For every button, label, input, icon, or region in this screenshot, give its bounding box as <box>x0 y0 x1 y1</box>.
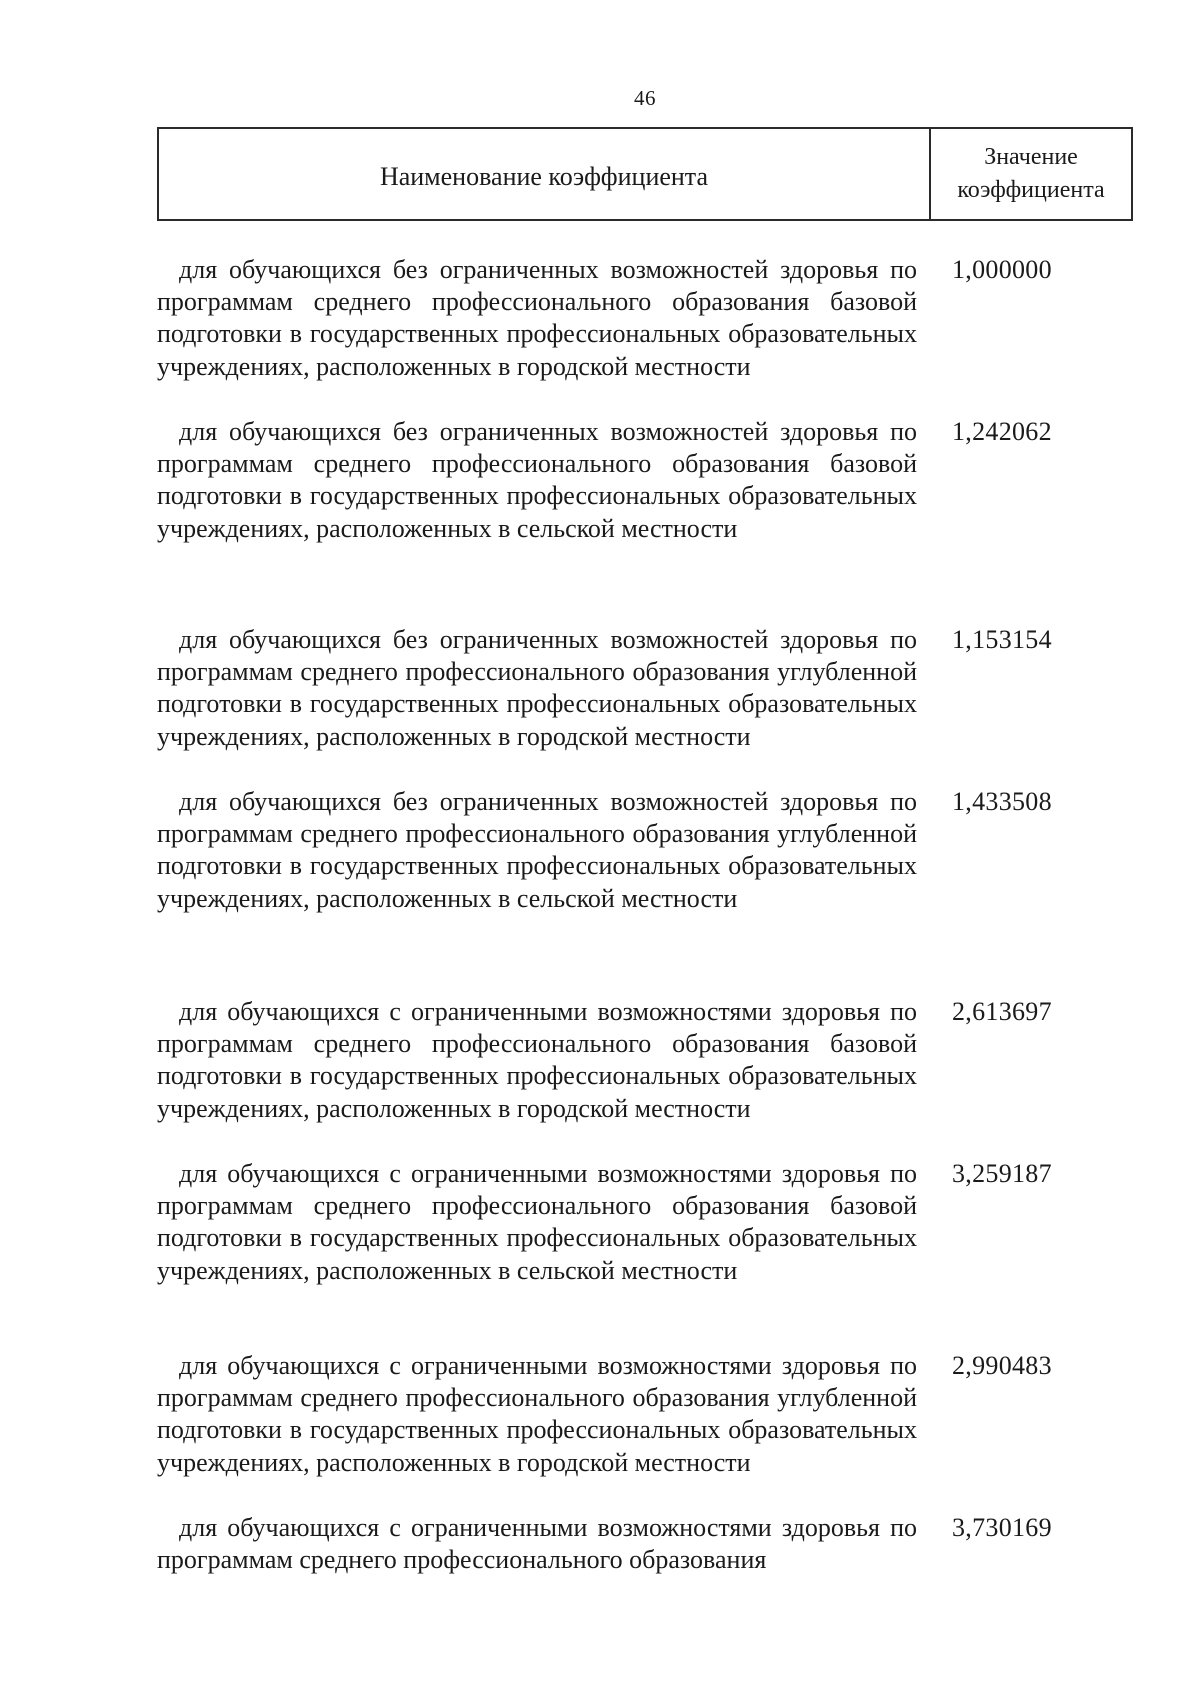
coefficient-value: 1,242062 <box>952 417 1052 446</box>
coefficient-value: 2,990483 <box>952 1351 1052 1380</box>
coefficient-description: для обучающихся без ограниченных возможностей здоровья по программам среднего профессионального образования базовой подготовки в государственных профессиональных образовательных учреждениях, расположенных в сельской местности <box>157 417 917 543</box>
coefficient-description: для обучающихся с ограниченными возможностями здоровья по программам среднего профессионального образования базовой подготовки в государственных профессиональных образовательных учреждениях, расположенных в городской местности <box>157 997 917 1123</box>
coefficient-description: для обучающихся без ограниченных возможностей здоровья по программам среднего профессионального образования углубленной подготовки в государственных профессиональных образовательных учреждениях, расположенных в городской местности <box>157 625 917 751</box>
coefficient-description: для обучающихся с ограниченными возможностями здоровья по программам среднего профессионального образования базовой подготовки в государственных профессиональных образовательных учреждениях, расположенных в сельской местности <box>157 1159 917 1285</box>
header-coefficient-value: Значение коэффициента <box>957 144 1105 203</box>
table-header <box>157 127 1133 221</box>
coefficient-value: 1,433508 <box>952 787 1052 816</box>
coefficient-description: для обучающихся без ограниченных возможностей здоровья по программам среднего профессионального образования углубленной подготовки в государственных профессиональных образовательных учреждениях, расположенных в сельской местности <box>157 787 917 913</box>
coefficient-value: 3,730169 <box>952 1513 1052 1542</box>
coefficient-value: 2,613697 <box>952 997 1052 1026</box>
coefficient-description: для обучающихся без ограниченных возможностей здоровья по программам среднего профессионального образования базовой подготовки в государственных профессиональных образовательных учреждениях, расположенных в городской местности <box>157 255 917 381</box>
header-coefficient-name: Наименование коэффициента <box>159 129 931 219</box>
coefficient-value: 1,000000 <box>952 255 1052 284</box>
coefficient-value: 1,153154 <box>952 625 1052 654</box>
coefficient-description: для обучающихся с ограниченными возможностями здоровья по программам среднего профессионального образования углубленной подготовки в государственных профессиональных образовательных учреждениях, расположенных в городской местности <box>157 1351 917 1477</box>
page-number: 46 <box>634 86 656 110</box>
coefficient-description: для обучающихся с ограниченными возможностями здоровья по программам среднего профессионального образования <box>157 1513 917 1575</box>
coefficient-value: 3,259187 <box>952 1159 1052 1188</box>
